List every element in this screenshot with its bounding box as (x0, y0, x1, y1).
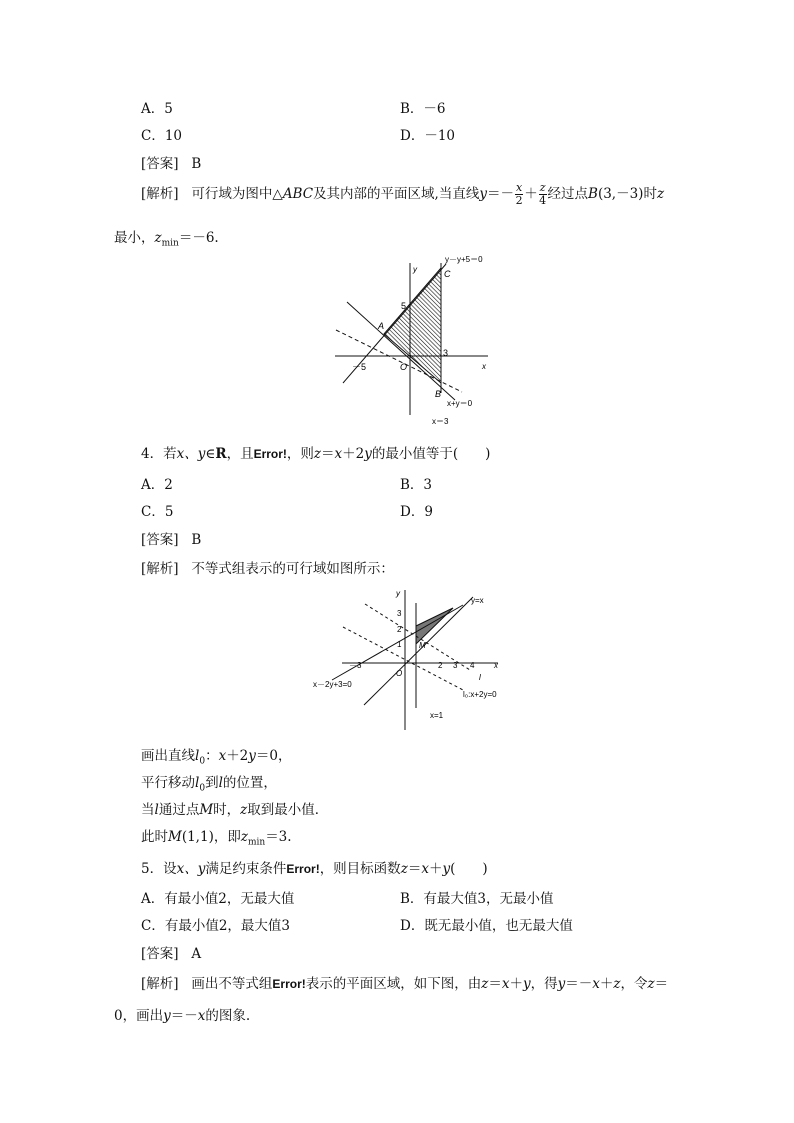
analysis-text: 可行域为图中△ (191, 186, 283, 202)
error-placeholder: Error! (253, 447, 287, 461)
label-line-y-eq-x: y=x (471, 596, 484, 605)
answer-line (141, 528, 201, 548)
option-b: B．－6 (400, 101, 446, 117)
label-x-3: 3 (443, 348, 449, 358)
stem-text: ∈ (205, 446, 216, 462)
label-point-a: A (378, 321, 385, 331)
analysis-label: [解析] (141, 561, 179, 577)
analysis-line (141, 557, 394, 577)
triangle-name: ABC (282, 186, 314, 202)
analysis-text: 表示的平面区域，如下图，由 (305, 976, 482, 992)
stem-text: 的最小值等于( ) (371, 446, 491, 462)
option-a: A．有最小值2，无最大值 (141, 891, 295, 907)
var-l: l (195, 748, 200, 764)
analysis-text: ＋ (524, 186, 538, 202)
analysis-text: 及其内部的平面区域,当直线 (313, 186, 480, 202)
line-y-eq-x (364, 597, 473, 705)
analysis-label: [解析] (141, 186, 179, 202)
var-x: x (501, 976, 510, 992)
label-point-b: B (435, 389, 442, 399)
label-x-4: 4 (470, 661, 475, 670)
analysis-line-1 (141, 179, 664, 209)
stem-text: 满足约束条件 (205, 861, 287, 877)
subscript-min: min (247, 837, 266, 848)
label-y-3: 3 (397, 609, 402, 618)
label-y-axis: y (413, 265, 417, 274)
point-B: B (588, 186, 598, 202)
solution-step-4 (141, 825, 292, 848)
analysis-text: 不等式组表示的可行域如图所示： (191, 561, 394, 577)
solution-step-1 (141, 744, 292, 767)
answer-label: [答案] (141, 946, 179, 962)
var-z: z (313, 446, 322, 462)
line-l0-dashed (343, 627, 463, 690)
var-l: l (195, 775, 200, 791)
solution-step-3 (141, 798, 328, 818)
var-y: y (479, 186, 487, 202)
stem-text: ＝ (407, 861, 422, 877)
step-text: 此时 (141, 829, 168, 845)
analysis-text: 经过点 (547, 186, 589, 202)
step-text: 当 (141, 802, 155, 818)
figure-2-feasible-region (310, 582, 510, 732)
fraction-denominator: 2 (515, 194, 523, 207)
var-x: x (421, 861, 429, 877)
stem-text: ，且 (226, 446, 254, 462)
fraction-z-over-4 (539, 182, 547, 207)
label-x-neg3: －3 (349, 661, 362, 670)
var-y: y (523, 976, 531, 992)
analysis-text: ＝ (488, 976, 502, 992)
step-text: 到 (205, 775, 219, 791)
point-m: M (199, 802, 214, 818)
analysis-label: [解析] (141, 976, 179, 992)
label-y-axis: y (396, 589, 400, 598)
var-y: y (442, 861, 451, 877)
option-d: D．－10 (400, 128, 456, 144)
step-text: ＝3. (265, 829, 292, 845)
label-point-m: M (419, 641, 426, 650)
label-y-5: 5 (401, 301, 407, 311)
stem-text: ＋2 (342, 446, 365, 462)
label-line-l0: l₀:x+2y=0 (463, 690, 497, 699)
label-x-axis: x (494, 661, 498, 670)
label-point-c: C (444, 269, 451, 279)
label-line-x-2y-3: x－2y+3=0 (313, 680, 352, 689)
analysis-text: ＝ (654, 976, 669, 992)
subscript-0: 0 (199, 783, 206, 794)
question-4-stem (141, 442, 490, 462)
option-c: C．5 (141, 504, 174, 520)
fraction-denominator: 4 (539, 194, 547, 207)
set-r: R (215, 446, 227, 462)
stem-text: 5．设 (141, 861, 177, 877)
analysis-text: ＋ (599, 976, 614, 992)
step-text: ＋2 (226, 748, 249, 764)
stem-text: 4．若 (141, 446, 177, 462)
option-a: A．2 (141, 477, 173, 493)
question-5-stem (141, 857, 488, 877)
option-a: A．5 (141, 101, 173, 117)
analysis-text: 最小， (114, 230, 155, 246)
var-z: z (613, 976, 621, 992)
var-y: y (163, 1008, 171, 1024)
var-z: z (240, 802, 248, 818)
option-c: C．10 (141, 128, 183, 144)
var-l: l (154, 802, 159, 818)
step-text: ： (205, 748, 219, 764)
var-y: y (364, 446, 372, 462)
step-text: 的位置， (222, 775, 277, 791)
option-b: B．3 (400, 477, 433, 493)
step-text: 时， (213, 802, 241, 818)
label-line-c: y－y+5＝0 (445, 255, 483, 264)
solution-step-2 (141, 771, 277, 794)
var-y: y (248, 748, 256, 764)
subscript-0: 0 (199, 756, 206, 767)
analysis-text: ＋ (509, 976, 524, 992)
label-line-l: l (479, 673, 481, 682)
var-z: z (481, 976, 489, 992)
answer-line (141, 152, 201, 172)
vars-xy: x、y (176, 446, 206, 462)
analysis-text: ＝－ (170, 1008, 198, 1024)
figure-1-feasible-region (330, 252, 500, 427)
var-x: x (218, 748, 227, 764)
label-origin: O (400, 362, 408, 372)
stem-text: ＋ (428, 861, 443, 877)
label-y-2: 2 (397, 625, 402, 634)
answer-value: B (191, 156, 202, 172)
analysis-line-2 (114, 226, 219, 249)
analysis-text: 的图象. (205, 1008, 251, 1024)
fraction-numerator: x (516, 181, 523, 194)
step-text: ＝0， (255, 748, 292, 764)
option-d: D．既无最小值，也无最大值 (400, 918, 573, 934)
fraction-x-over-2 (515, 182, 523, 207)
option-b: B．有最大值3，无最小值 (400, 891, 554, 907)
step-text: 平行移动 (141, 775, 195, 791)
analysis-text: ＝－6. (178, 230, 219, 246)
step-text: 通过点 (158, 802, 200, 818)
label-x-axis: x (482, 362, 486, 371)
fraction-numerator: z (539, 181, 546, 194)
var-z: z (154, 230, 162, 246)
answer-label: [答案] (141, 532, 179, 548)
var-x: x (592, 976, 600, 992)
var-z: z (656, 186, 665, 202)
stem-text: ＝ (321, 446, 335, 462)
step-text: 画出直线 (141, 748, 195, 764)
error-placeholder: Error! (286, 862, 320, 876)
label-line-x-plus-y: x+y＝0 (447, 399, 473, 408)
label-y-1: 1 (397, 640, 402, 649)
stem-text: ，则 (286, 446, 314, 462)
answer-value: B (191, 532, 202, 548)
error-placeholder: Error! (272, 977, 306, 991)
point-m: M (168, 829, 182, 845)
label-line-x-1: x=1 (430, 711, 444, 720)
var-z: z (240, 829, 248, 845)
label-line-x-3: x＝3 (432, 417, 449, 426)
var-z: z (647, 976, 655, 992)
answer-value: A (191, 946, 202, 962)
var-y: y (557, 976, 566, 992)
step-text: (1,1)，即 (181, 829, 241, 845)
analysis-text: ＝－ (487, 186, 514, 202)
analysis-text: (3,－3)时 (597, 186, 657, 202)
label-origin: O (396, 669, 403, 678)
option-c: C．有最小值2，最大值3 (141, 918, 291, 934)
var-l: l (218, 775, 223, 791)
analysis-text: ＝－ (565, 976, 593, 992)
subscript-min: min (161, 238, 179, 249)
analysis-line-1 (141, 972, 668, 992)
analysis-text: ，令 (620, 976, 648, 992)
analysis-text: 画出不等式组 (191, 976, 273, 992)
answer-label: [答案] (141, 156, 179, 172)
analysis-text: 0，画出 (114, 1008, 164, 1024)
var-z: z (400, 861, 408, 877)
analysis-line-2 (114, 1004, 250, 1024)
stem-text: ( ) (450, 861, 488, 877)
label-x-3: 3 (453, 661, 458, 670)
answer-line (141, 942, 201, 962)
analysis-text: ，得 (530, 976, 558, 992)
option-d: D．9 (400, 504, 433, 520)
label-x-2: 2 (438, 661, 443, 670)
stem-text: ，则目标函数 (319, 861, 401, 877)
vars-xy: x、y (176, 861, 206, 877)
var-x: x (197, 1008, 206, 1024)
label-x-neg5: －5 (352, 362, 367, 372)
step-text: 取到最小值． (247, 802, 329, 818)
var-x: x (334, 446, 343, 462)
